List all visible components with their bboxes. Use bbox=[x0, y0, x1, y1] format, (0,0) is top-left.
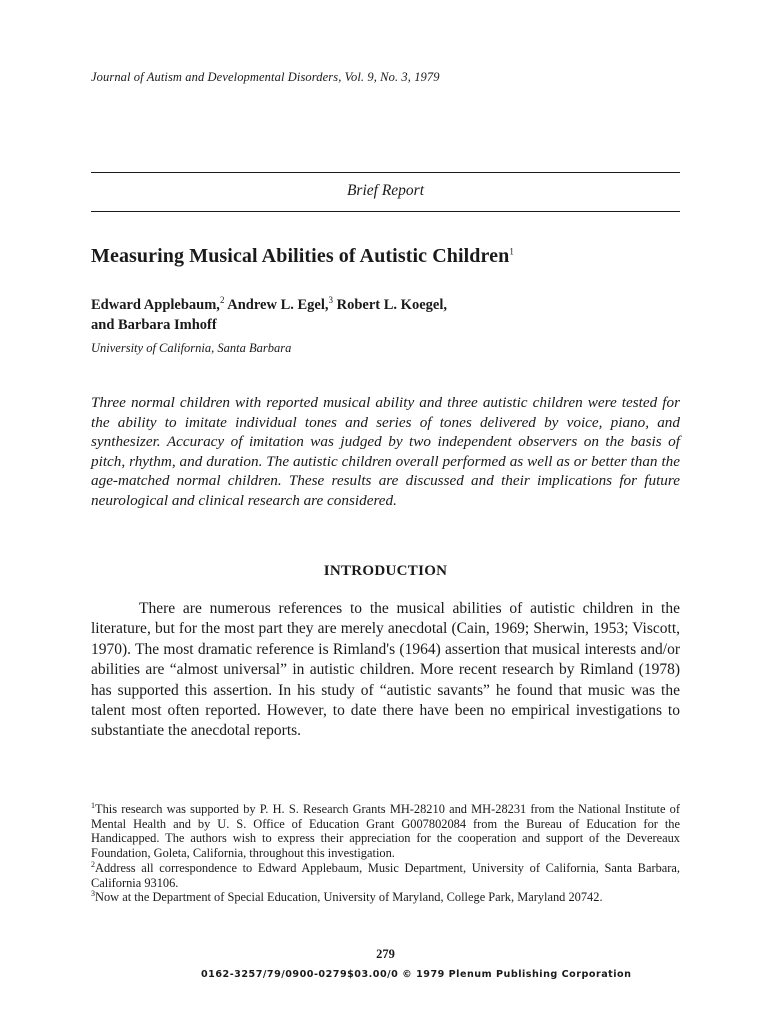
footnote bbox=[91, 861, 680, 890]
journal-header: Journal of Autism and Developmental Disorders, Vol. 9, No. 3, 1979 bbox=[91, 70, 440, 84]
footnotes bbox=[91, 802, 680, 905]
article-title bbox=[91, 245, 514, 268]
top-rule bbox=[91, 172, 680, 173]
author-footnote-mark: 3 bbox=[328, 295, 334, 306]
footnote-text: Address all correspondence to Edward Applebaum, Music Department, University of California, Santa Barbara, California 93106. bbox=[91, 860, 680, 890]
abstract: Three normal children with reported musical ability and three autistic children were tested for the ability to imitate individual tones and series of tones delivered by voice, piano, and synthesizer. Accuracy of imitation was judged by two independent observers on the basis of pitch, rhythm, and duration. The autistic children overall performed as well as or better than the age-matched normal children. These results are discussed and their implications for future neurological and clinical research are considered. bbox=[91, 394, 680, 509]
author-list bbox=[91, 295, 680, 335]
title-footnote-mark: 1 bbox=[509, 246, 514, 257]
footnote bbox=[91, 890, 680, 905]
author-name: Andrew L. Egel, bbox=[227, 297, 329, 313]
author-affiliation: University of California, Santa Barbara bbox=[91, 341, 292, 355]
author-footnote-mark: 2 bbox=[219, 295, 225, 306]
footnote-mark: 1 bbox=[91, 800, 95, 810]
copyright-line: 0162-3257/79/0900-0279$03.00/0 © 1979 Plenum Publishing Corporation bbox=[201, 969, 632, 980]
footnote-mark: 2 bbox=[91, 859, 95, 869]
footnote-text: This research was supported by P. H. S. Research Grants MH-28210 and MH-28231 from the National Institute of Mental Health and by U. S. Office of Education Grant G007802084 from the Bureau of Education for the Handicapped. The authors wish to express their appreciation for the cooperation and support of the Devereaux Foundation, Goleta, California, throughout this investigation. bbox=[91, 802, 680, 861]
introduction-heading: INTRODUCTION bbox=[323, 563, 448, 579]
author-name: Edward Applebaum, bbox=[91, 297, 220, 313]
page-number: 279 bbox=[376, 947, 395, 961]
article-title-text: Measuring Musical Abilities of Autistic Children bbox=[91, 245, 510, 267]
footnote bbox=[91, 802, 680, 861]
bottom-rule bbox=[91, 211, 680, 212]
introduction-paragraph: There are numerous references to the musical abilities of autistic children in the literature, but for the most part they are merely anecdotal (Cain, 1969; Sherwin, 1953; Viscott, 1970). The most dramatic reference is Rimland's (1964) assertion that musical interests and/or abilities are “almost universal” in autistic children. More recent research by Rimland (1978) has supported this assertion. In his study of “autistic savants” he found that music was the talent most often reported. However, to date there have been no empirical investigations to substantiate the anecdotal reports. bbox=[91, 600, 680, 740]
footnote-text: Now at the Department of Special Education, University of Maryland, College Park, Maryland 20742. bbox=[95, 890, 603, 905]
author-name: Robert L. Koegel, bbox=[336, 297, 447, 313]
section-type-label: Brief Report bbox=[346, 182, 425, 199]
author-name: and Barbara Imhoff bbox=[91, 317, 217, 333]
footnote-mark: 3 bbox=[91, 889, 95, 899]
